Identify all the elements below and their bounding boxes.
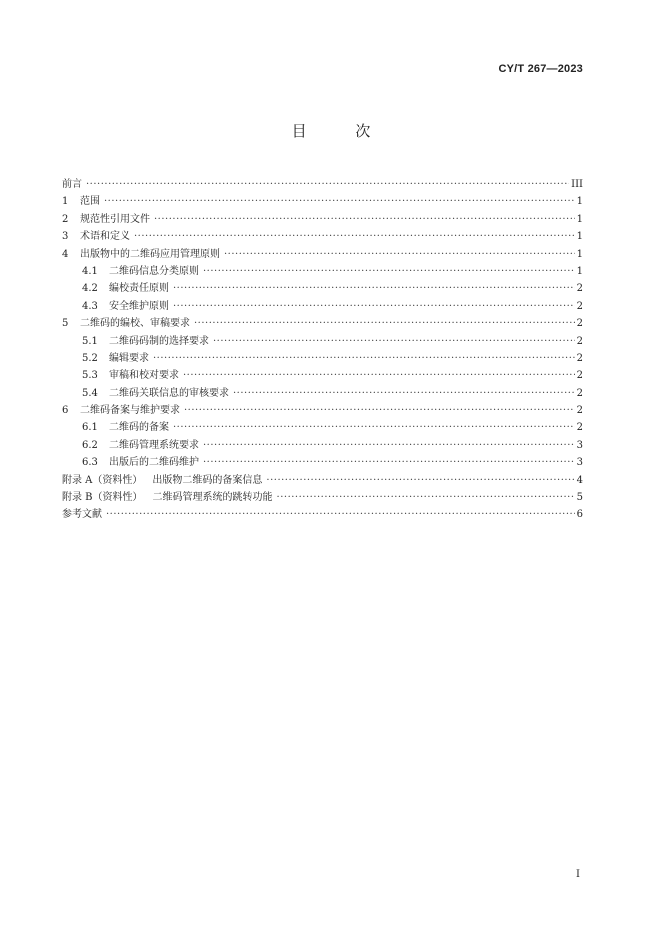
toc-dot-leader: [173, 419, 575, 436]
toc-entry-page: 1: [576, 248, 583, 260]
toc-dot-leader: [184, 402, 575, 419]
toc-dot-leader: [173, 298, 575, 315]
toc-dot-leader: [86, 176, 569, 193]
toc-dot-leader: [194, 315, 575, 332]
toc-entry-title: 出版后的二维码维护: [109, 457, 199, 469]
toc-entry-number: 3: [62, 231, 69, 243]
toc-dot-leader: [277, 489, 575, 506]
toc-entry-title: 二维码码制的选择要求: [109, 335, 209, 347]
table-of-contents: [62, 176, 583, 524]
toc-dot-leader: [134, 228, 575, 245]
toc-entry-title: 规范性引用文件: [80, 213, 150, 225]
toc-entry-number: 5.4: [82, 387, 98, 399]
toc-dot-leader: [224, 246, 575, 263]
toc-entry-number: 4.1: [82, 265, 98, 277]
toc-entry-title: 参考文献: [62, 509, 102, 521]
toc-entry-title: 二维码的编校、审稿要求: [80, 318, 190, 330]
toc-entry-page: 4: [576, 474, 583, 486]
toc-entry-number: 5.1: [82, 335, 98, 347]
toc-entry-title: 范围: [80, 196, 100, 208]
toc-entry[interactable]: [62, 506, 583, 523]
toc-entry[interactable]: [62, 298, 583, 315]
toc-entry-number: 附录 B（资料性）: [62, 492, 143, 504]
toc-entry-title: 二维码关联信息的审核要求: [109, 387, 229, 399]
toc-entry-title: 二维码的备案: [109, 422, 169, 434]
toc-entry[interactable]: [62, 402, 583, 419]
toc-entry[interactable]: [62, 263, 583, 280]
toc-entry-page: 2: [576, 300, 583, 312]
toc-entry-page: III: [571, 179, 583, 190]
toc-entry[interactable]: [62, 193, 583, 210]
toc-entry[interactable]: [62, 333, 583, 350]
toc-entry[interactable]: [62, 437, 583, 454]
toc-entry-title: 安全维护原则: [109, 300, 169, 312]
toc-entry-page: 2: [576, 335, 583, 347]
toc-entry-page: 2: [576, 318, 583, 330]
toc-dot-leader: [266, 472, 574, 489]
toc-entry-page: 3: [576, 457, 583, 469]
toc-entry-page: 3: [576, 439, 583, 451]
toc-dot-leader: [213, 333, 575, 350]
toc-dot-leader: [106, 506, 575, 523]
toc-entry-page: 2: [576, 370, 583, 382]
toc-entry-page: 2: [576, 405, 583, 417]
toc-dot-leader: [153, 350, 575, 367]
toc-entry-number: 4.2: [82, 283, 98, 295]
toc-dot-leader: [203, 437, 575, 454]
toc-entry-page: 5: [576, 492, 583, 504]
toc-entry-title: 出版物中的二维码应用管理原则: [80, 248, 220, 260]
toc-dot-leader: [154, 211, 575, 228]
toc-entry-page: 1: [576, 231, 583, 243]
toc-entry[interactable]: [62, 176, 583, 193]
toc-entry-number: 2: [62, 213, 69, 225]
toc-entry[interactable]: [62, 350, 583, 367]
toc-entry[interactable]: [62, 315, 583, 332]
toc-entry-number: 附录 A（资料性）: [62, 474, 143, 486]
toc-entry-page: 1: [576, 196, 583, 208]
toc-entry-title: 术语和定义: [80, 231, 130, 243]
toc-dot-leader: [233, 385, 575, 402]
page-title: 目 次: [291, 122, 393, 140]
toc-entry-title: 编校责任原则: [109, 283, 169, 295]
toc-entry-title: 审稿和校对要求: [109, 370, 179, 382]
toc-entry[interactable]: [62, 228, 583, 245]
toc-entry-title: 二维码信息分类原则: [109, 265, 199, 277]
toc-entry-number: 4.3: [82, 300, 98, 312]
toc-entry-title: 编辑要求: [109, 352, 149, 364]
toc-entry-page: 6: [576, 509, 583, 521]
toc-entry-number: 5.2: [82, 352, 98, 364]
toc-entry[interactable]: [62, 454, 583, 471]
toc-entry-title: 前言: [62, 179, 82, 190]
toc-entry-number: 4: [62, 248, 69, 260]
toc-entry-title: 二维码备案与维护要求: [80, 405, 180, 417]
toc-entry-page: 1: [576, 213, 583, 225]
toc-entry-title: 二维码管理系统要求: [109, 439, 199, 451]
toc-dot-leader: [203, 454, 575, 471]
toc-entry-number: 6: [62, 405, 69, 417]
toc-entry-page: 1: [576, 265, 583, 277]
toc-entry-page: 2: [576, 352, 583, 364]
toc-dot-leader: [203, 263, 575, 280]
toc-dot-leader: [104, 193, 575, 210]
toc-entry-number: 6.2: [82, 439, 98, 451]
toc-entry[interactable]: [62, 489, 583, 506]
toc-entry[interactable]: [62, 246, 583, 263]
toc-entry-number: 1: [62, 196, 69, 208]
standard-code: CY/T 267—2023: [498, 63, 583, 75]
toc-entry-title: 出版物二维码的备案信息: [152, 474, 263, 486]
toc-entry-page: 2: [576, 422, 583, 434]
toc-entry-page: 2: [576, 283, 583, 295]
toc-dot-leader: [183, 367, 575, 384]
toc-entry[interactable]: [62, 472, 583, 489]
toc-entry[interactable]: [62, 211, 583, 228]
page-number: I: [576, 869, 580, 880]
toc-entry-number: 5: [62, 318, 69, 330]
toc-entry[interactable]: [62, 419, 583, 436]
toc-entry[interactable]: [62, 385, 583, 402]
toc-entry[interactable]: [62, 367, 583, 384]
toc-entry-title: 二维码管理系统的跳转功能: [152, 492, 273, 504]
toc-entry-number: 6.3: [82, 457, 98, 469]
toc-entry[interactable]: [62, 280, 583, 297]
toc-dot-leader: [173, 280, 575, 297]
toc-entry-number: 5.3: [82, 370, 98, 382]
toc-entry-number: 6.1: [82, 422, 98, 434]
toc-entry-page: 2: [576, 387, 583, 399]
